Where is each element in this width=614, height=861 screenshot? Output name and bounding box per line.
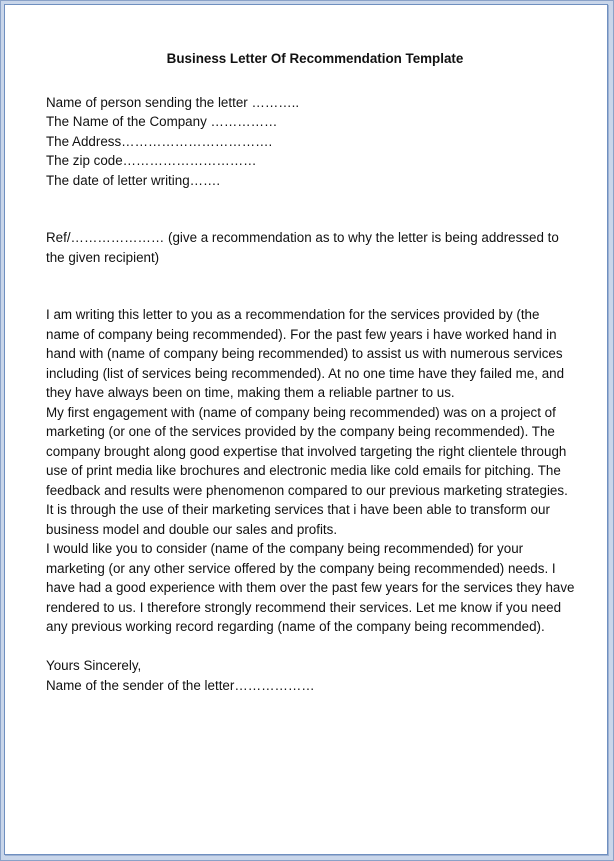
body-paragraph-1: I am writing this letter to you as a recommendation for the services provided by (the name of company being recommended). For the past few years i have worked hand in hand with (name of company being recommended) to assist us with numerous services including (list of services being recommended). At no one time have they failed me, and they have always been on time, making them a reliable partner to us. [46,307,565,400]
address-line: The Address……………………………. [46,133,273,149]
sender-name-line: Name of person sending the letter ……….. [46,94,300,110]
letter-content [46,49,576,695]
letter-body [46,305,576,637]
letter-title: Business Letter Of Recommendation Template [166,51,464,66]
closing-block [46,656,576,695]
zip-code-line: The zip code………………………… [46,153,257,168]
company-name-line: The Name of the Company …………… [46,114,278,129]
document-page [4,4,608,855]
closing-salutation: Yours Sincerely, [46,658,142,673]
signature-line: Name of the sender of the letter……………… [46,677,315,693]
body-paragraph-3: I would like you to consider (name of the company being recommended) for your marketing (or any other service offered by the company being recommended) needs. I have had a good experience with them over the past few years for the services they have rendered to us. I therefore strongly recommend their services. Let me know if you need any previous working record regarding (name of the company being recommended). [46,541,575,634]
sender-block [46,93,576,191]
date-line: The date of letter writing……. [46,172,221,188]
body-paragraph-2: My first engagement with (name of company being recommended) was on a project of marketing (or one of the services provided by the company being recommended). The company brought along good expertise that involved targeting the right clientele through use of print media like brochures and electronic media like cold emails for pitching. The feedback and results were phenomenon compared to our previous marketing strategies. It is through the use of their marketing services that i have been able to transform our business model and double our sales and profits. [46,404,568,537]
reference-line: Ref/………………… (give a recommendation as to why the letter is being addressed to the given recipient) [46,230,559,265]
